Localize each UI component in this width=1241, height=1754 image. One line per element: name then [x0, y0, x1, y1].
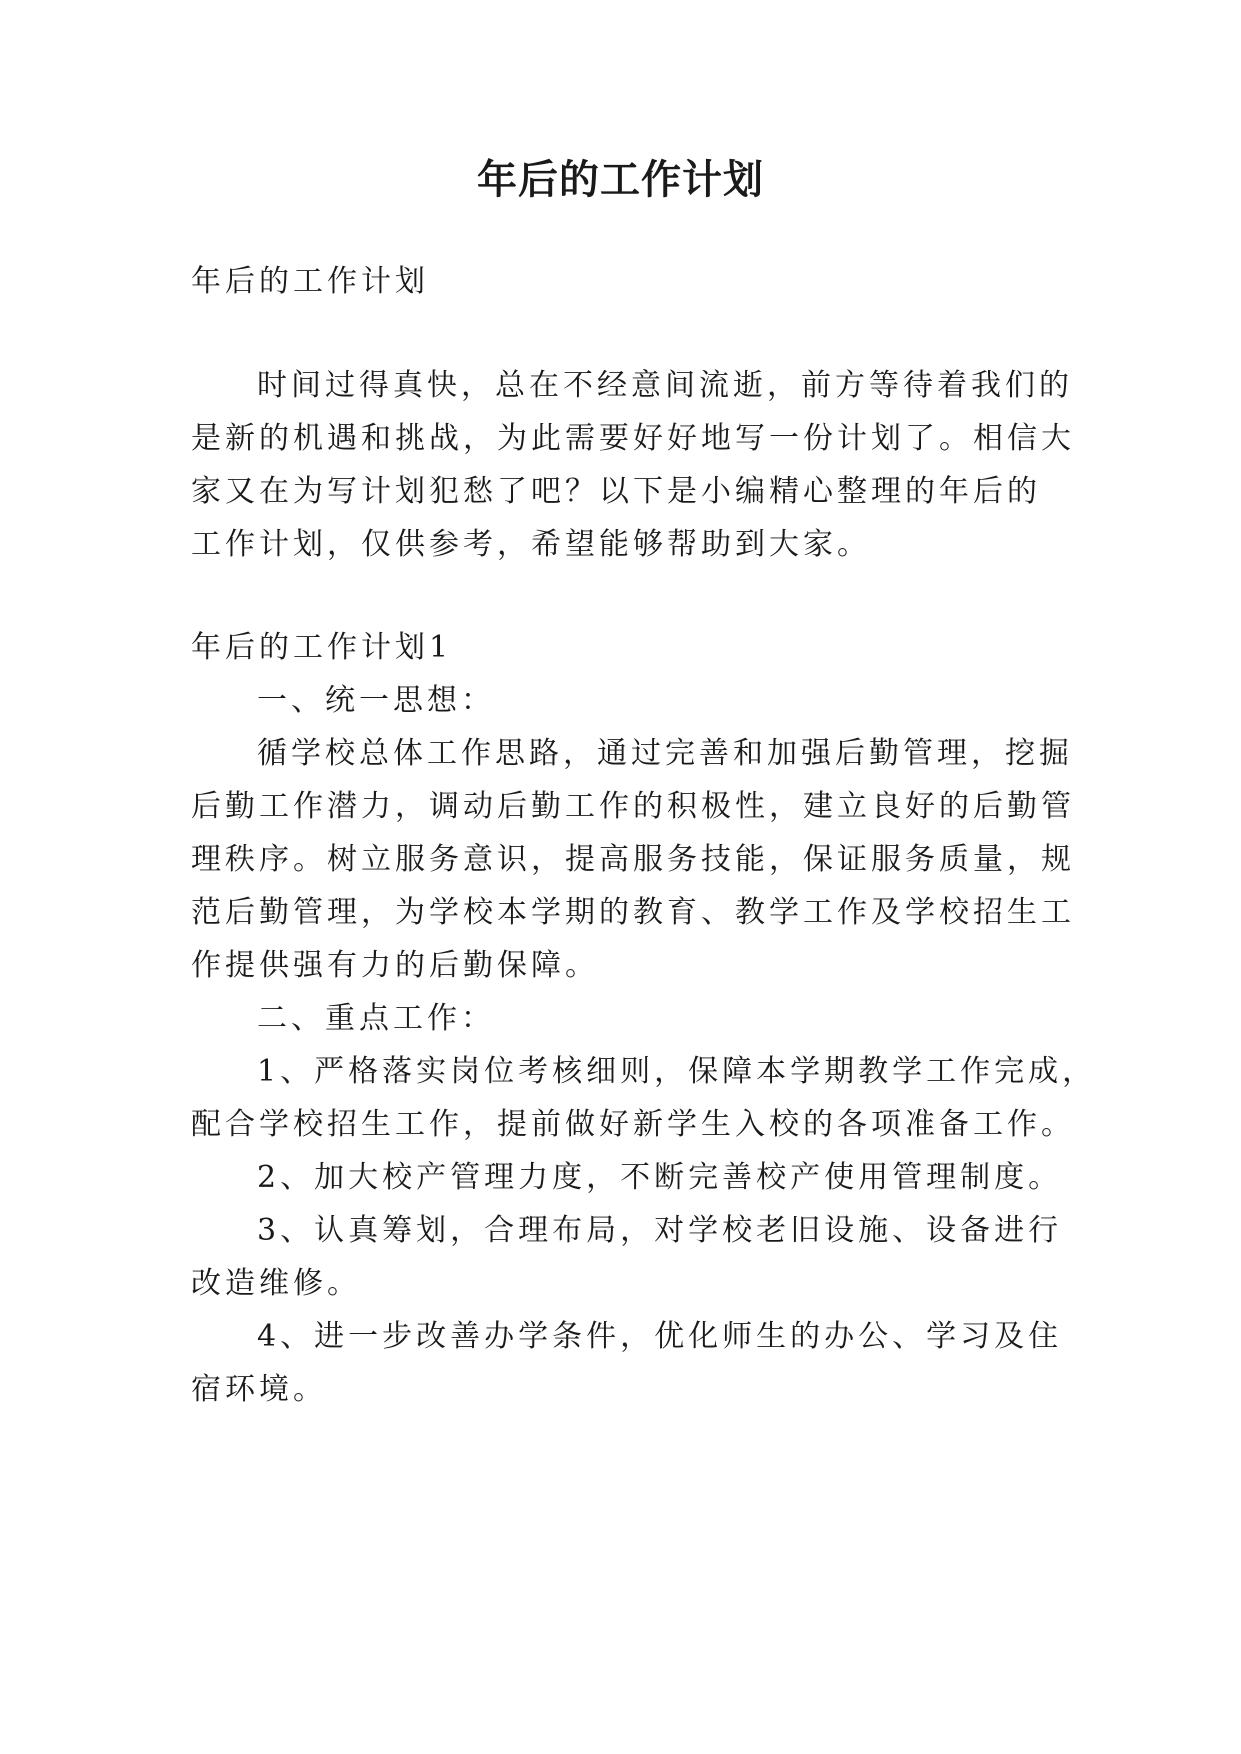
subheading-unify-thinking: 一、统一思想：	[257, 683, 495, 718]
list-item-line: 2、加大校产管理力度，不断完善校产使用管理制度。	[257, 1160, 1063, 1195]
list-item-line: 宿环境。	[191, 1372, 327, 1407]
list-item-line: 改造维修。	[191, 1266, 361, 1301]
paragraph-line: 是新的机遇和挑战，为此需要好好地写一份计划了。相信大	[191, 421, 1075, 456]
paragraph-line: 时间过得真快，总在不经意间流逝，前方等待着我们的	[257, 368, 1073, 403]
paragraph-line: 循学校总体工作思路，通过完善和加强后勤管理，挖掘	[257, 736, 1073, 771]
document-title: 年后的工作计划	[477, 157, 764, 203]
paragraph-line: 作提供强有力的后勤保障。	[191, 948, 599, 983]
paragraph-line: 工作计划，仅供参考，希望能够帮助到大家。	[191, 527, 871, 562]
paragraph-line: 后勤工作潜力，调动后勤工作的积极性，建立良好的后勤管	[191, 789, 1075, 824]
paragraph-line: 家又在为写计划犯愁了吧？以下是小编精心整理的年后的	[191, 474, 1041, 509]
list-item-line: 1、严格落实岗位考核细则，保障本学期教学工作完成，	[257, 1054, 1097, 1089]
section-heading-plan-1: 年后的工作计划1	[191, 630, 453, 665]
list-item-line: 配合学校招生工作，提前做好新学生入校的各项准备工作。	[191, 1107, 1075, 1142]
paragraph-line: 范后勤管理，为学校本学期的教育、教学工作及学校招生工	[191, 895, 1075, 930]
section-heading-intro: 年后的工作计划	[191, 264, 429, 299]
list-item-line: 3、认真筹划，合理布局，对学校老旧设施、设备进行	[257, 1213, 1063, 1248]
list-item-line: 4、进一步改善办学条件，优化师生的办公、学习及住	[257, 1319, 1063, 1354]
paragraph-line: 理秩序。树立服务意识，提高服务技能，保证服务质量，规	[191, 842, 1075, 877]
subheading-key-work: 二、重点工作：	[257, 1001, 495, 1036]
